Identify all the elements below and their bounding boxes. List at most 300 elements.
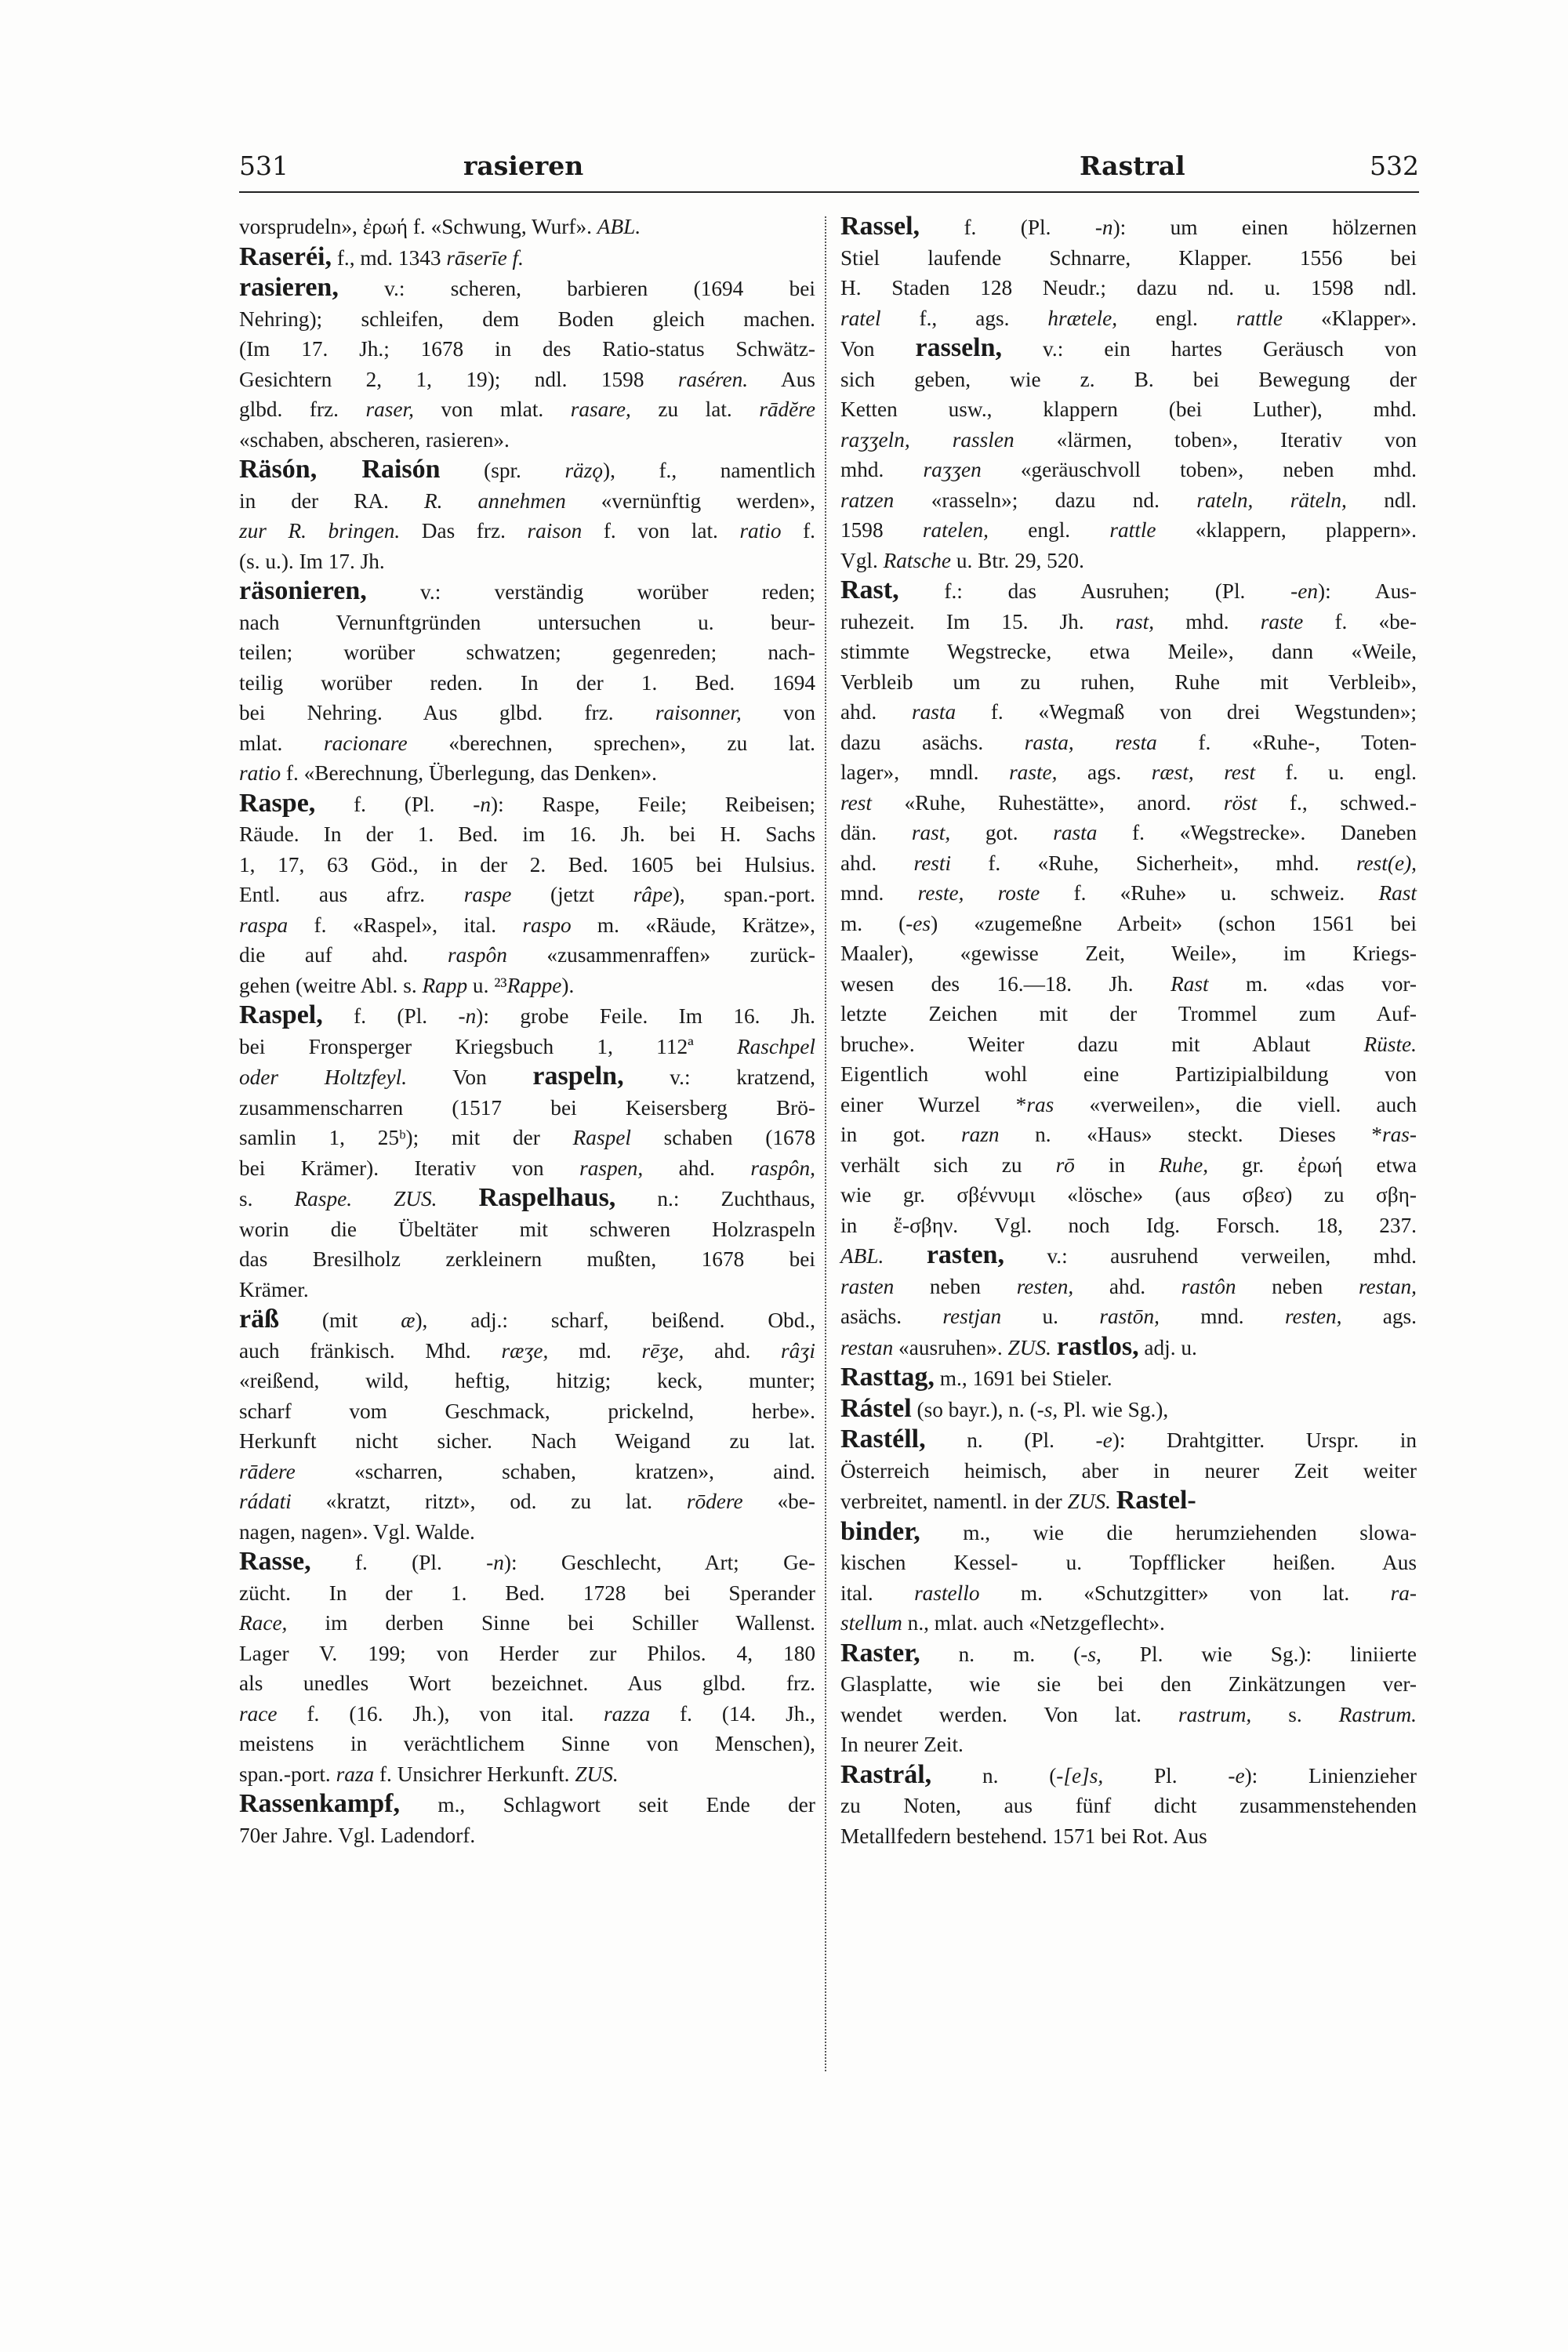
text-line bbox=[840, 212, 1417, 243]
text-run: nach Vernunftgründen untersuchen u. beur- bbox=[239, 610, 815, 634]
text-line bbox=[239, 1183, 815, 1214]
text-run: f. (16. Jh.), von ital. bbox=[277, 1701, 604, 1726]
italic-term: rest(e), bbox=[1356, 851, 1417, 875]
text-run: ): um einen hölzernen bbox=[1112, 216, 1417, 239]
text-line bbox=[840, 1059, 1417, 1090]
text-run: md. bbox=[548, 1338, 642, 1363]
text-run: «kratzt, ritzt», od. zu lat. bbox=[291, 1490, 687, 1513]
text-line bbox=[239, 1032, 815, 1062]
headword: rasten, bbox=[926, 1240, 1004, 1269]
text-line bbox=[840, 1456, 1417, 1486]
text-line bbox=[840, 1760, 1417, 1791]
text-run: Krämer. bbox=[239, 1277, 309, 1301]
text-run: f., schwed.- bbox=[1257, 790, 1417, 815]
text-line bbox=[239, 1486, 815, 1517]
text-line bbox=[840, 485, 1417, 516]
italic-term: restan, bbox=[1358, 1274, 1417, 1298]
text-line bbox=[239, 1547, 815, 1578]
italic-term: Ratsche bbox=[883, 548, 952, 572]
text-line bbox=[239, 1789, 815, 1820]
text-line bbox=[840, 1301, 1417, 1332]
text-line bbox=[840, 697, 1417, 728]
headword: Raspe, bbox=[239, 788, 316, 818]
text-run: meistens in verächtlichem Sinne von Menschen), bbox=[239, 1732, 815, 1755]
text-run bbox=[884, 1244, 926, 1268]
right-column bbox=[840, 212, 1417, 2078]
text-line bbox=[239, 455, 815, 486]
text-run: worin die Übeltäter mit schweren Holzraspeln bbox=[239, 1217, 815, 1241]
text-line bbox=[239, 1396, 815, 1427]
text-line bbox=[840, 1363, 1417, 1394]
text-run: f. «Ruhe, Sicherheit», mhd. bbox=[951, 851, 1356, 875]
italic-term: rōdere bbox=[686, 1490, 743, 1513]
text-run: ahd. bbox=[684, 1338, 782, 1363]
text-run: teilig worüber reden. In der 1. Bed. 1694 bbox=[239, 670, 815, 695]
page-number-left: 531 bbox=[239, 151, 289, 181]
italic-term: -e bbox=[1228, 1763, 1245, 1788]
text-run: f.: das Ausruhen; (Pl. bbox=[898, 579, 1291, 603]
text-run: v.: ausruhend verweilen, mhd. bbox=[1004, 1244, 1417, 1268]
text-line bbox=[239, 758, 815, 789]
italic-term: stellum bbox=[840, 1611, 902, 1635]
italic-term: raser, bbox=[365, 397, 414, 421]
text-run: adj. u. bbox=[1138, 1335, 1197, 1359]
text-run: Von bbox=[840, 337, 916, 361]
text-run: f. u. engl. bbox=[1255, 760, 1417, 784]
text-run: «rasseln»; dazu nd. bbox=[894, 488, 1197, 512]
text-run: ahd. bbox=[643, 1156, 751, 1180]
text-run: teilen; worüber schwatzen; gegenreden; nach- bbox=[239, 641, 815, 664]
italic-term: ABL. bbox=[597, 215, 641, 238]
headword: Raspelhaus, bbox=[478, 1183, 616, 1212]
italic-term: ZUS. bbox=[1067, 1490, 1111, 1513]
text-run: Das frz. bbox=[400, 519, 528, 543]
text-run: «scharren, schaben, kratzen», aind. bbox=[295, 1459, 815, 1483]
text-run: mnd. bbox=[840, 881, 918, 905]
headword: Rast, bbox=[840, 575, 899, 604]
text-line bbox=[239, 971, 815, 1001]
italic-term: Raspe. bbox=[294, 1187, 353, 1210]
italic-term: ra- bbox=[1390, 1581, 1417, 1605]
italic-term: rastrum, bbox=[1178, 1702, 1252, 1726]
text-run: das Bresilholz zerkleinern mußten, 1678 bei bbox=[239, 1247, 815, 1271]
text-run: f., ags. bbox=[880, 306, 1048, 330]
text-line bbox=[239, 304, 815, 335]
text-run: Aus bbox=[748, 367, 815, 391]
italic-term: Rappe bbox=[506, 973, 562, 997]
italic-term: razn bbox=[961, 1123, 1000, 1146]
text-run: glbd. frz. bbox=[239, 397, 366, 421]
text-run: zücht. In der 1. Bed. 1728 bei Sperander bbox=[239, 1581, 815, 1605]
italic-term: rastôn bbox=[1181, 1274, 1236, 1298]
italic-term: ras bbox=[1026, 1092, 1054, 1116]
italic-term: Rast bbox=[1378, 881, 1417, 905]
text-line bbox=[840, 394, 1417, 425]
text-run: verbreitet, namentl. in der bbox=[840, 1490, 1068, 1513]
text-run: «Klapper». bbox=[1282, 306, 1417, 330]
italic-term: ratel bbox=[840, 306, 881, 330]
italic-term: ZUS. bbox=[394, 1187, 437, 1210]
guide-word-right: Rastral bbox=[1080, 151, 1185, 181]
text-run: mhd. bbox=[1154, 609, 1261, 633]
headword: binder, bbox=[840, 1516, 920, 1546]
text-line bbox=[840, 1029, 1417, 1060]
text-run: v.: verständig worüber reden; bbox=[366, 580, 815, 604]
italic-term: ratio bbox=[239, 761, 281, 785]
text-run: Lager V. 199; von Herder zur Philos. 4, 180 bbox=[239, 1641, 815, 1665]
text-run: «verweilen», die viell. auch bbox=[1054, 1092, 1417, 1116]
text-run: ): Aus- bbox=[1318, 579, 1417, 603]
text-run bbox=[1051, 1336, 1057, 1359]
text-line bbox=[840, 1608, 1417, 1639]
text-run: f. (Pl. bbox=[315, 792, 474, 816]
text-line bbox=[840, 1090, 1417, 1120]
text-run: f., md. 1343 bbox=[332, 245, 447, 270]
text-run: auch fränkisch. Mhd. bbox=[239, 1338, 502, 1363]
text-run: scharf vom Geschmack, prickelnd, herbe». bbox=[239, 1399, 815, 1423]
text-line bbox=[840, 757, 1417, 788]
italic-term: hrætele, bbox=[1047, 306, 1118, 330]
text-run: f. «Ruhe-, Toten- bbox=[1156, 730, 1417, 754]
text-line bbox=[239, 1668, 815, 1699]
italic-term: Ruhe, bbox=[1159, 1152, 1209, 1177]
text-line bbox=[239, 273, 815, 304]
text-run: ): Geschlecht, Art; Ge- bbox=[503, 1551, 815, 1574]
text-run: in ἔ-σβην. Vgl. noch Idg. Forsch. 18, 237. bbox=[840, 1213, 1417, 1237]
text-run: 1598 bbox=[840, 518, 923, 542]
italic-term: Rapp bbox=[422, 973, 468, 997]
text-run: nagen, nagen». Vgl. Walde. bbox=[239, 1519, 475, 1544]
text-run: «geräuschvoll toben», neben mhd. bbox=[981, 458, 1417, 481]
guide-word-left: rasieren bbox=[463, 151, 584, 181]
left-column bbox=[239, 212, 815, 2078]
headword: Raster, bbox=[840, 1638, 920, 1668]
text-run: (Im 17. Jh.; 1678 in des Ratio-status Schwätz- bbox=[239, 337, 815, 361]
italic-term: raza bbox=[336, 1762, 375, 1786]
text-line bbox=[239, 1123, 815, 1153]
text-line bbox=[239, 516, 815, 546]
text-run: neben bbox=[1236, 1274, 1359, 1298]
text-line bbox=[840, 1272, 1417, 1302]
italic-term: ZUS. bbox=[575, 1762, 619, 1786]
text-line bbox=[239, 1000, 815, 1032]
text-line bbox=[840, 1730, 1417, 1760]
text-run: In neurer Zeit. bbox=[840, 1733, 964, 1756]
text-line bbox=[840, 575, 1417, 607]
text-run: gehen (weitre Abl. s. bbox=[239, 973, 423, 997]
text-run: Maaler), «gewisse Zeit, Weile», im Kriegs- bbox=[840, 942, 1417, 965]
text-line bbox=[840, 515, 1417, 546]
text-run: ): Raspe, Feile; Reibeisen; bbox=[491, 792, 815, 816]
text-run: mnd. bbox=[1159, 1305, 1285, 1328]
text-run: ahd. bbox=[1073, 1274, 1181, 1298]
italic-term: raspe bbox=[463, 883, 512, 906]
text-run: bei Nehring. Aus glbd. frz. bbox=[239, 701, 655, 724]
text-line bbox=[840, 1669, 1417, 1700]
text-run: «Ruhe, Ruhestätte», anord. bbox=[871, 790, 1224, 815]
italic-term: -n bbox=[486, 1551, 504, 1574]
text-run: span.-port. bbox=[239, 1762, 336, 1786]
headword: rasieren, bbox=[239, 273, 339, 302]
text-run: m. «Räude, Krätze», bbox=[571, 913, 815, 937]
italic-term: rast, bbox=[1115, 609, 1155, 633]
text-run: asächs. bbox=[840, 1305, 943, 1328]
text-run: (jetzt bbox=[511, 883, 633, 906]
text-run: Herkunft nicht sicher. Nach Weigand zu lat. bbox=[239, 1429, 815, 1453]
text-run: n. «Haus» steckt. Dieses * bbox=[999, 1123, 1383, 1146]
text-run: «lärmen, toben», Iterativ von bbox=[1014, 427, 1417, 452]
text-line bbox=[840, 969, 1417, 1000]
text-run: Nehring); schleifen, dem Boden gleich machen. bbox=[239, 307, 815, 331]
italic-term: -es bbox=[906, 911, 931, 935]
text-line bbox=[840, 1150, 1417, 1181]
text-line bbox=[239, 789, 815, 820]
text-line bbox=[840, 1210, 1417, 1241]
italic-term: razza bbox=[603, 1701, 651, 1726]
text-line bbox=[840, 243, 1417, 274]
text-line bbox=[239, 910, 815, 941]
text-run: in der RA. bbox=[239, 488, 424, 513]
text-run: s. bbox=[239, 1187, 295, 1210]
text-run: n.: Zuchthaus, bbox=[615, 1187, 815, 1210]
italic-term: Raspel bbox=[572, 1126, 631, 1149]
italic-term: rasta, resta bbox=[1024, 730, 1157, 754]
headword: Raseréi, bbox=[239, 241, 332, 271]
text-run: wendet werden. Von lat. bbox=[840, 1702, 1178, 1726]
text-run: ags. bbox=[1341, 1305, 1417, 1328]
text-line bbox=[840, 1240, 1417, 1272]
text-run: mhd. bbox=[840, 458, 924, 481]
text-line bbox=[239, 576, 815, 608]
headword: Rassel, bbox=[840, 212, 920, 241]
text-line bbox=[239, 486, 815, 517]
text-run: sich geben, wie z. B. bei Bewegung der bbox=[840, 367, 1417, 391]
italic-term: raʒʒeln, rasslen bbox=[840, 427, 1014, 452]
headword: Rastrál, bbox=[840, 1759, 932, 1789]
italic-term: rastello bbox=[914, 1581, 980, 1605]
text-run: m., Schlagwort seit Ende der bbox=[399, 1793, 815, 1817]
italic-term: -n bbox=[473, 792, 492, 816]
text-run: ndl. bbox=[1346, 488, 1417, 512]
italic-term: resti bbox=[913, 851, 952, 875]
headword: rasseln, bbox=[915, 333, 1003, 362]
italic-term: rasten bbox=[840, 1274, 895, 1298]
italic-term: rastōn, bbox=[1099, 1305, 1160, 1328]
header-rule bbox=[239, 191, 1419, 193]
text-run: ahd. bbox=[840, 851, 914, 875]
text-line bbox=[239, 1759, 815, 1790]
text-run: u. Btr. 29, 520. bbox=[951, 548, 1084, 572]
text-line bbox=[840, 818, 1417, 848]
italic-term: -s, bbox=[1080, 1642, 1102, 1666]
headword: Rastel- bbox=[1116, 1486, 1196, 1515]
italic-term: rasta bbox=[911, 700, 956, 724]
italic-term: raison bbox=[527, 519, 583, 543]
text-run: Entl. aus afrz. bbox=[239, 883, 464, 906]
text-line bbox=[239, 1214, 815, 1245]
text-line bbox=[239, 1517, 815, 1548]
italic-term: raste, bbox=[1009, 760, 1058, 784]
italic-term: -[e]s, bbox=[1056, 1763, 1104, 1788]
text-line bbox=[239, 1244, 815, 1275]
text-run: letzte Zeichen mit der Trommel zum Auf- bbox=[840, 1002, 1417, 1025]
text-run: bei Krämer). Iterativ von bbox=[239, 1156, 580, 1180]
italic-term: race bbox=[239, 1701, 278, 1726]
text-run: f. von lat. bbox=[582, 519, 740, 543]
text-line bbox=[239, 334, 815, 365]
text-run: wesen des 16.—18. Jh. bbox=[840, 971, 1171, 996]
text-line bbox=[239, 819, 815, 850]
text-run: im derben Sinne bei Schiller Wallenst. bbox=[287, 1611, 815, 1635]
text-run: ruhezeit. Im 15. Jh. bbox=[840, 609, 1116, 633]
text-run: ): Drahtgitter. Urspr. in bbox=[1112, 1428, 1417, 1452]
text-line bbox=[239, 698, 815, 728]
text-line bbox=[840, 878, 1417, 909]
text-line bbox=[840, 938, 1417, 969]
text-run: Eigentlich wohl eine Partizipialbildung von bbox=[840, 1062, 1417, 1086]
text-run: m. «das vor- bbox=[1208, 971, 1417, 996]
italic-term: ras- bbox=[1382, 1123, 1417, 1146]
text-run: die auf ahd. bbox=[239, 943, 448, 967]
text-run: «schaben, abscheren, rasieren». bbox=[239, 427, 510, 452]
text-run: s. bbox=[1251, 1702, 1339, 1726]
text-run: ). bbox=[561, 973, 575, 997]
text-run: v.: kratzend, bbox=[623, 1065, 815, 1089]
text-run: Pl. wie Sg.): liniierte bbox=[1101, 1642, 1417, 1666]
text-run: engl. bbox=[989, 518, 1110, 542]
text-line bbox=[840, 1700, 1417, 1730]
italic-term: raspôn bbox=[448, 943, 507, 967]
text-run: v.: ein hartes Geräusch von bbox=[1002, 337, 1417, 361]
text-line bbox=[239, 850, 815, 880]
italic-term: Raschpel bbox=[736, 1034, 815, 1058]
text-line bbox=[239, 1366, 815, 1396]
text-run: 1, 17, 63 Göd., in der 2. Bed. 1605 bei Hulsius. bbox=[239, 852, 815, 877]
text-line bbox=[239, 1275, 815, 1305]
italic-term: ratzen bbox=[840, 488, 895, 512]
italic-term: R. annehmen bbox=[423, 488, 566, 513]
text-run: ): Linienzieher bbox=[1244, 1763, 1417, 1788]
text-run: 70er Jahre. Vgl. Ladendorf. bbox=[239, 1823, 476, 1847]
text-run: gr. ἐρωή etwa bbox=[1208, 1152, 1417, 1177]
text-run: ), span.-port. bbox=[672, 883, 815, 906]
headword: Räsón, Raisón bbox=[239, 455, 441, 484]
italic-term: Rast bbox=[1171, 971, 1209, 996]
text-run: Österreich heimisch, aber in neurer Zeit weiter bbox=[840, 1458, 1417, 1483]
text-line bbox=[840, 1791, 1417, 1821]
text-run: Pl. wie Sg.), bbox=[1058, 1397, 1169, 1421]
text-run: neben bbox=[894, 1274, 1017, 1298]
text-run: f. (14. Jh., bbox=[650, 1701, 815, 1726]
text-run: in got. bbox=[840, 1123, 962, 1146]
text-run: m., 1691 bei Stieler. bbox=[934, 1367, 1112, 1390]
text-run: «berechnen, sprechen», zu lat. bbox=[407, 731, 815, 755]
text-line bbox=[239, 1426, 815, 1457]
italic-term: râʒi bbox=[781, 1338, 815, 1363]
text-line bbox=[840, 1639, 1417, 1670]
text-line bbox=[239, 365, 815, 395]
headword: rastlos, bbox=[1056, 1331, 1139, 1361]
text-line bbox=[840, 1120, 1417, 1150]
text-line bbox=[840, 788, 1417, 818]
text-run: zusammenscharren (1517 bei Keisersberg Brö- bbox=[239, 1095, 815, 1120]
italic-term: rasta bbox=[1053, 821, 1098, 844]
italic-term: rádati bbox=[239, 1490, 292, 1513]
text-line bbox=[239, 1153, 815, 1184]
text-line bbox=[840, 848, 1417, 879]
text-line bbox=[239, 608, 815, 638]
headword: Rástel bbox=[840, 1393, 912, 1423]
italic-term: raisonner, bbox=[655, 701, 742, 724]
text-run: ): grobe Feile. Im 16. Jh. bbox=[476, 1004, 815, 1028]
text-run bbox=[1111, 1490, 1116, 1513]
text-line bbox=[239, 1305, 815, 1336]
text-line bbox=[239, 1093, 815, 1123]
text-run: lager», mndl. bbox=[840, 760, 1010, 784]
text-run: (mit bbox=[279, 1308, 401, 1332]
text-run: f. «Berechnung, Überlegung, das Denken». bbox=[281, 761, 657, 785]
italic-term: rast, bbox=[911, 821, 951, 844]
text-run: zu lat. bbox=[630, 397, 760, 421]
italic-term: ræʒe, bbox=[501, 1338, 549, 1363]
italic-term: rattle bbox=[1109, 518, 1156, 542]
text-run: «reißend, wild, heftig, hitzig; keck, munter; bbox=[239, 1369, 815, 1392]
text-run: ), adj.: scharf, beißend. Obd., bbox=[415, 1308, 815, 1332]
text-run: n., mlat. auch «Netzgeflecht». bbox=[902, 1611, 1165, 1635]
text-line bbox=[239, 637, 815, 668]
text-run: engl. bbox=[1117, 306, 1236, 330]
text-run: «ausruhen». bbox=[893, 1335, 1008, 1359]
text-run: f. (Pl. bbox=[310, 1551, 487, 1574]
text-run: Ketten usw., klappern (bei Luther), mhd. bbox=[840, 397, 1417, 421]
text-line bbox=[840, 999, 1417, 1029]
italic-term: ræst, rest bbox=[1151, 760, 1256, 784]
italic-term: -s, bbox=[1036, 1397, 1058, 1421]
text-run: f. «Wegmaß von drei Wegstunden»; bbox=[956, 700, 1417, 724]
text-run: dazu asächs. bbox=[840, 730, 1025, 754]
text-line bbox=[840, 909, 1417, 939]
italic-term: raséren. bbox=[677, 367, 749, 391]
text-run: als unedles Wort bezeichnet. Aus glbd. frz. bbox=[239, 1671, 815, 1695]
text-line bbox=[239, 394, 815, 425]
text-run: f. «be- bbox=[1303, 609, 1417, 633]
italic-term: raste bbox=[1260, 609, 1304, 633]
text-line bbox=[840, 1332, 1417, 1363]
text-run: f. «Wegstrecke». Daneben bbox=[1097, 821, 1417, 844]
text-line bbox=[239, 1578, 815, 1609]
text-line bbox=[239, 880, 815, 910]
text-run: m. «Schutzgitter» von lat. bbox=[979, 1581, 1391, 1605]
text-run: samlin 1, 25ᵇ); mit der bbox=[239, 1126, 573, 1149]
text-line bbox=[840, 1548, 1417, 1578]
italic-term: rēʒe, bbox=[641, 1338, 684, 1363]
text-run: Glasplatte, wie sie bei den Zinkätzungen ver- bbox=[840, 1672, 1417, 1696]
text-run: stimmte Wegstrecke, etwa Meile», dann «Weile, bbox=[840, 640, 1417, 663]
italic-term: raspa bbox=[239, 913, 289, 937]
text-run: bei Fronsperger Kriegsbuch 1, 112ª bbox=[239, 1034, 737, 1058]
headword: Raspel, bbox=[239, 1000, 323, 1029]
text-run: (s. u.). Im 17. Jh. bbox=[239, 549, 385, 573]
text-run: f. Unsichrer Herkunft. bbox=[374, 1762, 575, 1786]
text-line bbox=[239, 1608, 815, 1639]
text-run: ital. bbox=[840, 1581, 915, 1605]
italic-term: räzǫ bbox=[564, 459, 603, 482]
text-line bbox=[840, 1821, 1417, 1852]
text-line bbox=[239, 1639, 815, 1669]
text-line bbox=[239, 668, 815, 699]
text-run: wie gr. σβέννυμι «lösche» (aus σβεσ) zu σβη- bbox=[840, 1183, 1417, 1207]
text-run: kischen Kessel- u. Topfflicker heißen. Aus bbox=[840, 1551, 1417, 1574]
